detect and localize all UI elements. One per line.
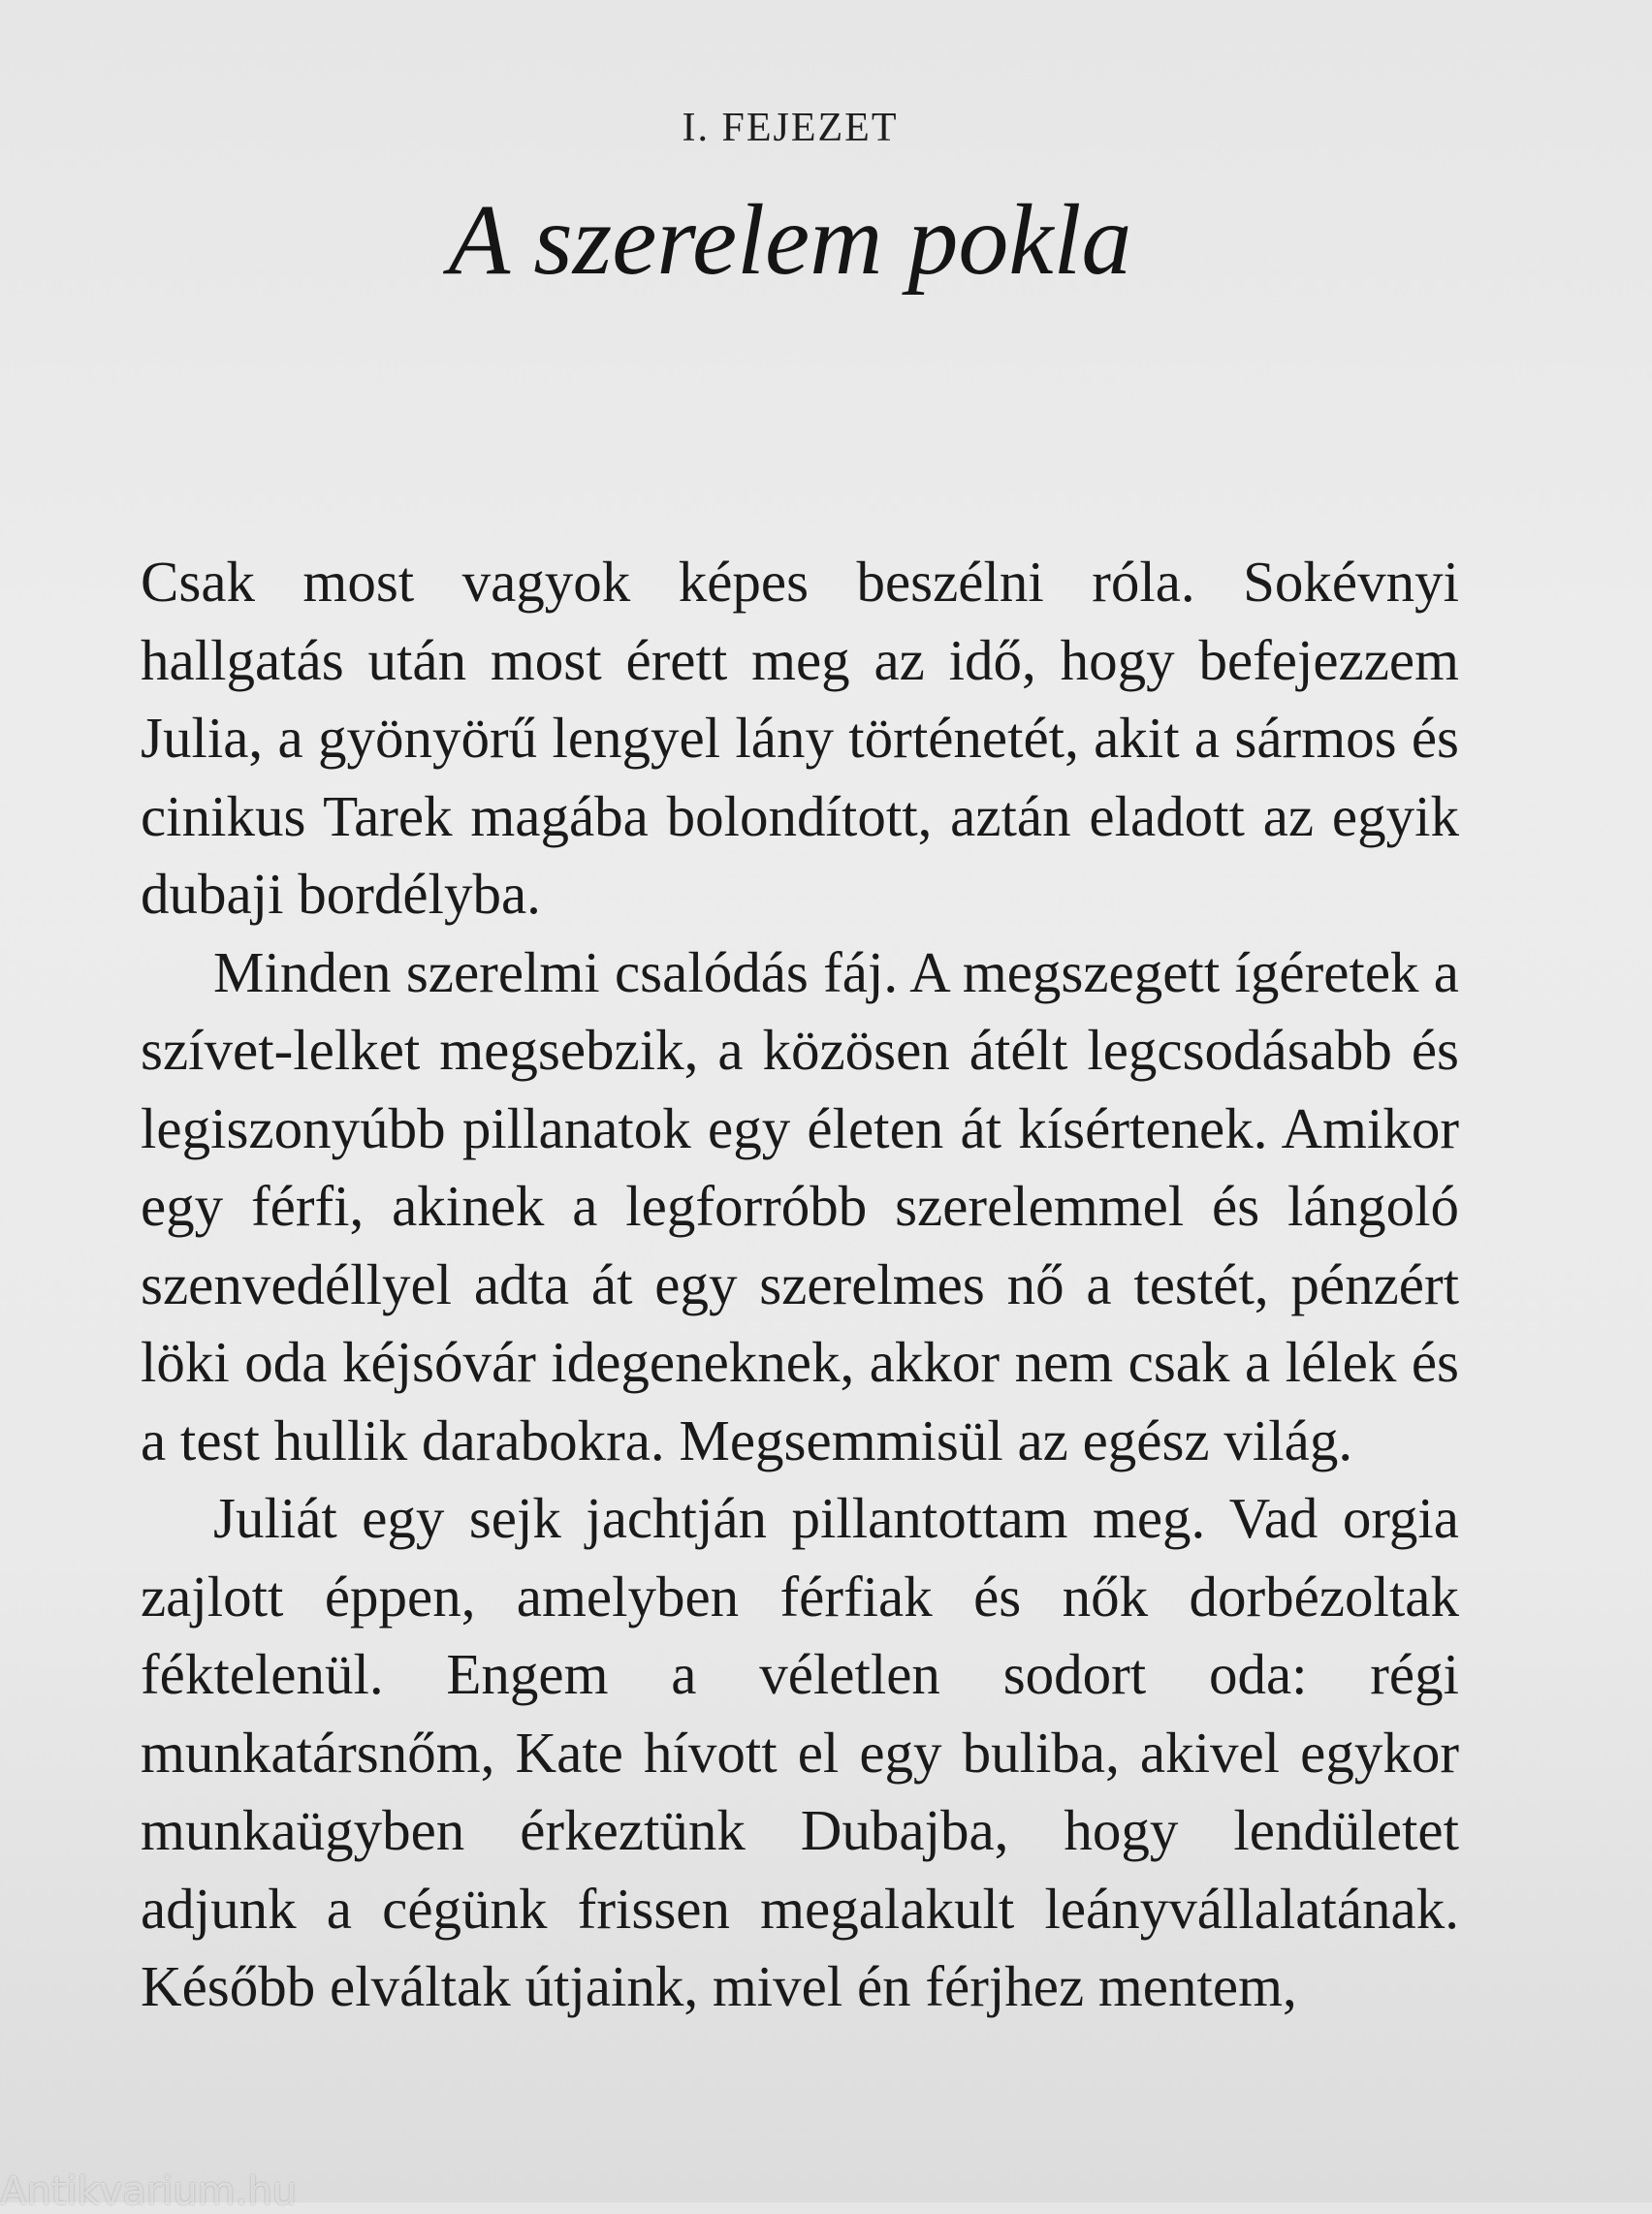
body-text bbox=[141, 543, 1459, 2026]
paragraph-2: Minden szerelmi csalódás fáj. A megszegett ígéretek a szívet-lelket megsebzik, a közösen átélt legcsodásabb és legiszonyúbb pillanatok egy életen át kísértenek. Amikor egy férfi, akinek a legforróbb szerelemmel és lángoló szenvedéllyel adta át egy szerelmes nő a testét, pénzért löki oda kéjsóvár idegeneknek, akkor nem csak a lélek és a test hullik darabokra. Megsemmisül az egész világ. bbox=[141, 939, 1459, 1472]
chapter-label: I. FEJEZET bbox=[682, 106, 899, 150]
watermark: Antikvarium.hu bbox=[0, 2169, 298, 2214]
paragraph-1: Csak most vagyok képes beszélni róla. Sokévnyi hallgatás után most érett meg az idő, hogy befejezzem Julia, a gyönyörű lengyel lány történetét, akit a sármos és cinikus Tarek magába bolondított, aztán eladott az egyik dubaji bordélyba. bbox=[141, 550, 1459, 926]
chapter-title: A szerelem pokla bbox=[448, 184, 1132, 296]
paragraph-3: Juliát egy sejk jachtján pillantottam meg. Vad orgia zajlott éppen, amelyben férfiak és nők dorbézoltak féktelenül. Engem a véletlen sodort oda: régi munkatársnőm, Kate hívott el egy buliba, akivel egykor munkaügyben érkeztünk Dubajba, hogy lendületet adjunk a cégünk frissen megalakult leányvállalatának. Később elváltak útjaink, mivel én férjhez mentem, bbox=[141, 1486, 1459, 2018]
